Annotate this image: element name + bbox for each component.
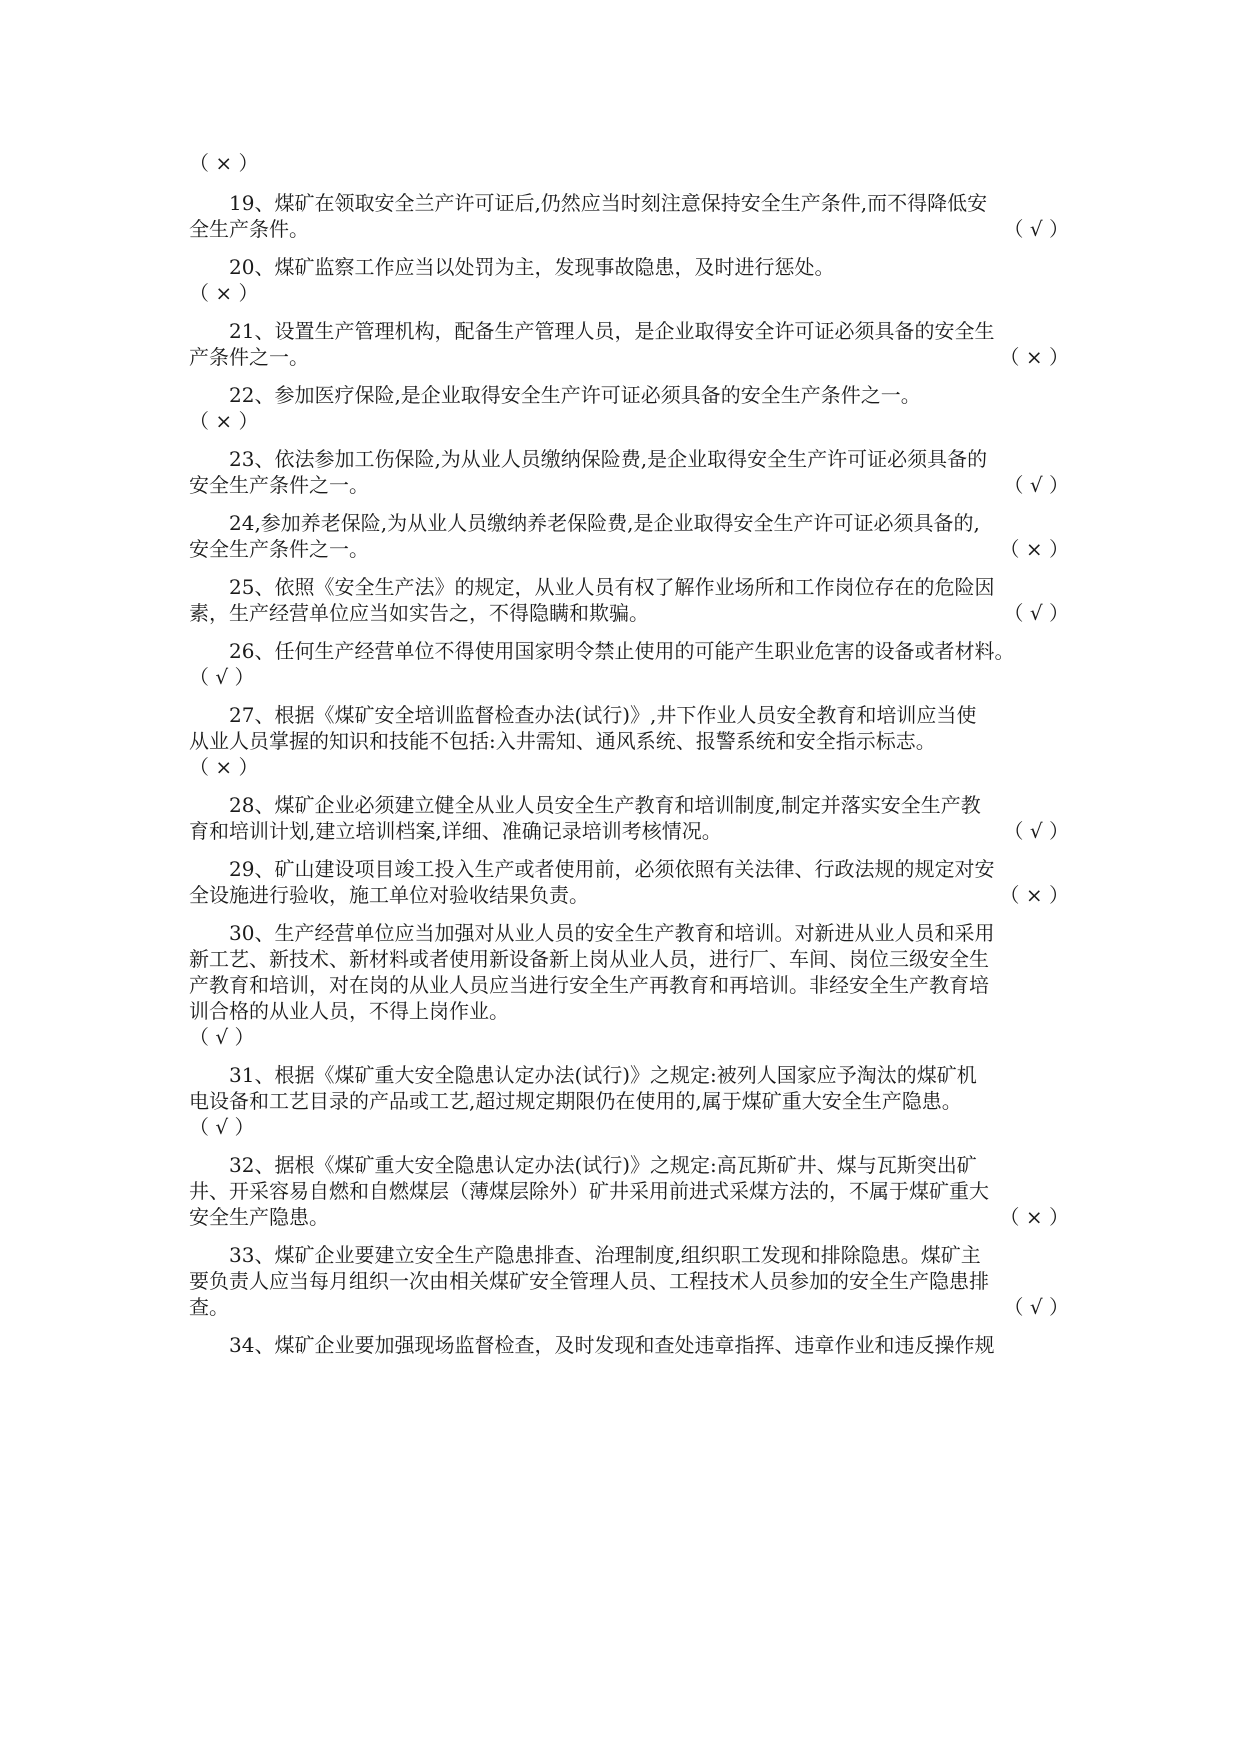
question-line [189,344,1069,370]
answer-mark: （ × ） [189,281,259,305]
question-text: 26、任何生产经营单位不得使用国家明令禁止使用的可能产生职业危害的设备或者材料。 [229,639,1015,663]
question-text: 安全生产条件之一。 [189,537,369,561]
question-line [189,1268,1069,1294]
question-line [189,638,1069,664]
answer-mark: （ √ ） [189,1025,255,1049]
answer-line [189,664,1069,690]
question-text: 育和培训计划,建立培训档案,详细、准确记录培训考核情况。 [189,819,722,843]
question-line [189,1294,1069,1320]
question-item [189,574,1069,626]
question-text: 24,参加养老保险,为从业人员缴纳养老保险费,是企业取得安全生产许可证必须具备的, [229,511,980,535]
question-line [189,856,1069,882]
question-text: 查。 [189,1295,229,1319]
answer-mark: （ √ ） [189,1115,255,1139]
question-text: 25、依照《安全生产法》的规定，从业人员有权了解作业场所和工作岗位存在的危险因 [229,575,995,599]
answer-mark: （ √ ） [1003,473,1069,497]
question-text: 33、煤矿企业要建立安全生产隐患排查、治理制度,组织职工发现和排除隐患。煤矿主 [229,1243,981,1267]
question-line [189,1152,1069,1178]
question-text: 全设施进行验收，施工单位对验收结果负责。 [189,883,589,907]
answer-mark: （ √ ） [1003,1295,1069,1319]
question-text: 井、开采容易自燃和自燃煤层（薄煤层除外）矿井采用前进式采煤方法的，不属于煤矿重大 [189,1179,989,1203]
question-line [189,1242,1069,1268]
question-item [189,254,1069,306]
question-text: 从业人员掌握的知识和技能不包括:入井需知、通风系统、报警系统和安全指示标志。 [189,729,936,753]
question-item [189,1062,1069,1140]
question-line [189,446,1069,472]
question-line [189,600,1069,626]
question-text: 32、据根《煤矿重大安全隐患认定办法(试行)》之规定:高瓦斯矿井、煤与瓦斯突出矿 [229,1153,977,1177]
question-line [189,190,1069,216]
question-text: 28、煤矿企业必须建立健全从业人员安全生产教育和培训制度,制定并落实安全生产教 [229,793,981,817]
question-list [189,150,1069,1370]
answer-mark: （ × ） [189,409,259,433]
question-item [189,510,1069,562]
question-item [189,318,1069,370]
question-line [189,882,1069,908]
question-line [189,254,1069,280]
question-item [189,1242,1069,1320]
question-text: 34、煤矿企业要加强现场监督检查，及时发现和查处违章指挥、违章作业和违反操作规 [229,1333,995,1357]
question-line [189,818,1069,844]
question-text: 素，生产经营单位应当如实告之，不得隐瞒和欺骗。 [189,601,649,625]
answer-mark: （ √ ） [1003,217,1069,241]
question-item [189,702,1069,780]
answer-line [189,1114,1069,1140]
question-text: 30、生产经营单位应当加强对从业人员的安全生产教育和培训。对新进从业人员和采用 [229,921,995,945]
question-text: 安全生产条件之一。 [189,473,369,497]
question-line [189,702,1069,728]
question-text: 20、煤矿监察工作应当以处罚为主，发现事故隐患，及时进行惩处。 [229,255,835,279]
question-line [189,1204,1069,1230]
questions-container [189,190,1069,1358]
question-text: 训合格的从业人员，不得上岗作业。 [189,999,509,1023]
question-item [189,920,1069,1050]
question-text: 产教育和培训，对在岗的从业人员应当进行安全生产再教育和再培训。非经安全生产教育培 [189,973,989,997]
question-line [189,574,1069,600]
question-text: 27、根据《煤矿安全培训监督检查办法(试行)》,井下作业人员安全教育和培训应当使 [229,703,977,727]
answer-line [189,408,1069,434]
question-text: 产条件之一。 [189,345,309,369]
question-line [189,998,1069,1024]
answer-mark: （ √ ） [1003,819,1069,843]
question-text: 要负责人应当每月组织一次由相关煤矿安全管理人员、工程技术人员参加的安全生产隐患排 [189,1269,989,1293]
question-line [189,216,1069,242]
question-text: 29、矿山建设项目竣工投入生产或者使用前，必须依照有关法律、行政法规的规定对安 [229,857,995,881]
answer-mark: （ × ） [999,1205,1069,1229]
answer-mark: （ √ ） [1003,601,1069,625]
question-line [189,792,1069,818]
question-item [189,856,1069,908]
question-line [189,1088,1069,1114]
question-item [189,638,1069,690]
answer-mark: （ × ） [999,345,1069,369]
question-line [189,1332,1069,1358]
question-item [189,1152,1069,1230]
question-line [189,946,1069,972]
question-line [189,972,1069,998]
question-line [189,920,1069,946]
question-text: 全生产条件。 [189,217,309,241]
question-item [189,382,1069,434]
question-line [189,1062,1069,1088]
question-text: 安全生产隐患。 [189,1205,329,1229]
answer-mark: （ √ ） [189,665,255,689]
question-item [189,1332,1069,1358]
answer-mark: （ × ） [189,151,259,175]
question-line [189,1178,1069,1204]
question-item [189,446,1069,498]
question-line [189,472,1069,498]
question-item [189,792,1069,844]
question-line [189,318,1069,344]
answer-line [189,1024,1069,1050]
answer-line [189,280,1069,306]
question-item [189,190,1069,242]
answer-mark: （ × ） [999,883,1069,907]
question-text: 31、根据《煤矿重大安全隐患认定办法(试行)》之规定:被列人国家应予淘汰的煤矿机 [229,1063,977,1087]
question-text: 电设备和工艺目录的产品或工艺,超过规定期限仍在使用的,属于煤矿重大安全生产隐患。 [189,1089,962,1113]
answer-mark: （ × ） [999,537,1069,561]
question-line [189,536,1069,562]
question-text: 19、煤矿在领取安全兰产许可证后,仍然应当时刻注意保持安全生产条件,而不得降低安 [229,191,988,215]
answer-line [189,754,1069,780]
question-text: 22、参加医疗保险,是企业取得安全生产许可证必须具备的安全生产条件之一。 [229,383,921,407]
answer-mark: （ × ） [189,755,259,779]
question-text: 21、设置生产管理机构，配备生产管理人员，是企业取得安全许可证必须具备的安全生 [229,319,995,343]
question-text: 23、依法参加工伤保险,为从业人员缴纳保险费,是企业取得安全生产许可证必须具备的 [229,447,988,471]
question-line [189,728,1069,754]
question-text: 新工艺、新技术、新材料或者使用新设备新上岗从业人员，进行厂、车间、岗位三级安全生 [189,947,989,971]
question-line [189,510,1069,536]
question-line [189,382,1069,408]
